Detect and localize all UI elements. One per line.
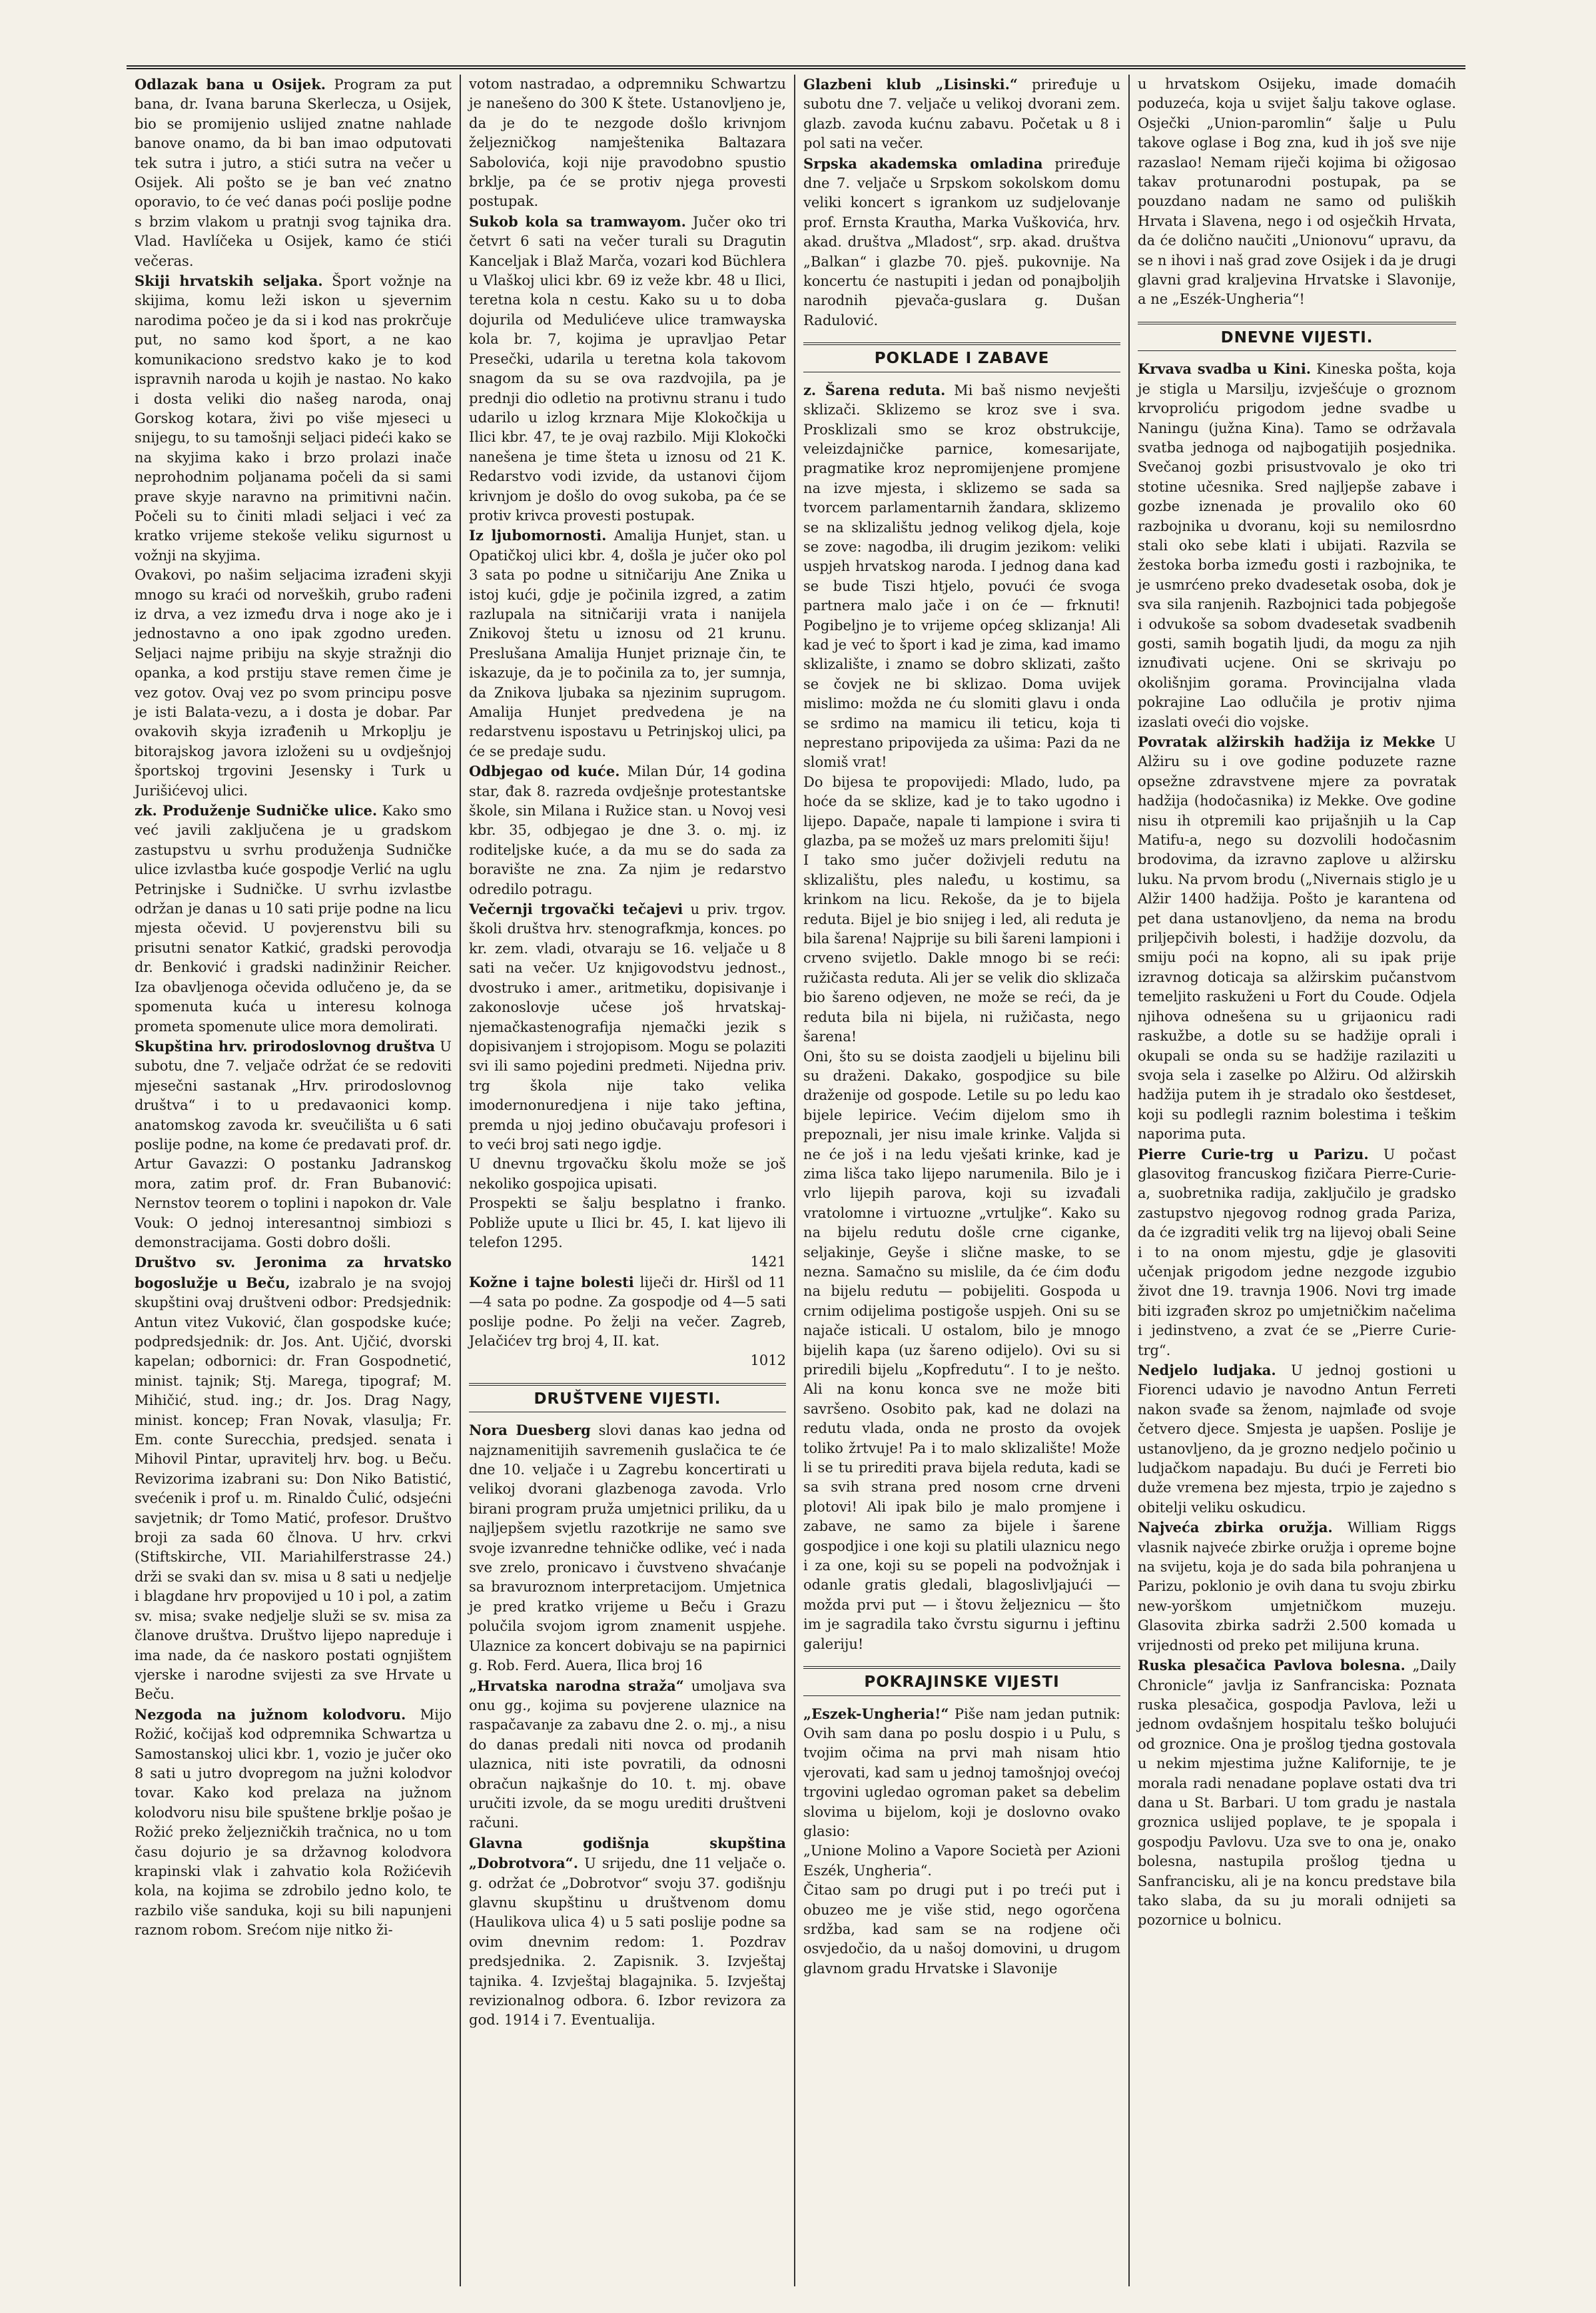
article-headline: Kožne i tajne bolesti: [469, 1273, 634, 1290]
section-header: POKRAJINSKE VIJESTI: [803, 1666, 1120, 1695]
article-text: priređuje dne 7. veljače u Srpskom sokolskom domu veliki koncert s igrankom uz sudjelovanje prof. Ernsta Krautha, Marka Vuškovića, hrv. akad. društva „Mladost“, srp. akad. društva „Balkan“ i glazbe 70. pješ. pukovnije. Na koncertu će nastupiti i jedan od ponajboljih narodnih pjevača-guslara g. Dušan Radulović.: [803, 155, 1121, 328]
article-headline: Odbjegao od kuće.: [469, 763, 620, 780]
article-paragraph: [469, 1676, 786, 1833]
article-text: Program za put bana, dr. Ivana baruna Skerlecza, u Osijek, bio se promijenio uslijed znatne nahlade banove onamo, da bi ban imao odputovati tek sutra i jutro, a stići sutra na večer u Osijek. Ali pošto se je ban već znatno oporavio, to će već danas poći poslije podne s brzim vlakom u pratnji svog tajnika dra. Vlad. Havlíčeka u Osijek, kamo će stići večeras.: [135, 77, 452, 269]
article-paragraph: [1138, 1145, 1456, 1360]
article-paragraph: [1138, 732, 1456, 1145]
article-text: U srijedu, dne 11 veljače o. g. održat će „Dobrotvor“ svoju 37. godišnju glavnu skupštinu u društvenom domu (Haulikova ulica 4) u 5 sati poslije podne sa ovim dnevnim redom: 1. Pozdrav predsjednika. 2. Zapisnik. 3. Izvještaj tajnika. 4. Izvještaj blagajnika. 5. Izvještaj revizionalnog odbora. 6. Izbor revizora za god. 1914 i 7. Eventualija.: [469, 1855, 786, 2029]
article-text: Jučer oko tri četvrt 6 sati na večer turali su Dragutin Kanceljak i Blaž Marča, vozari kod Büchlera u Vlaškoj ulici kbr. 69 iz veže kbr. 48 u Ilici, teretna kola n cestu. Kako su u to doba dojurila od Medulićeve ulice tramwayska kola br. 7, kojima je upravljao Petar Presečki, udarila u teretna kola takovom snagom da su se ova razdvojila, pa je prednji dio odletio na protivnu stranu i tudo udarilo u izlog krznara Mije Klokočkija u Ilici kbr. 47, te je ovaj razbilo. Miji Klokočki nanešena je time šteta u iznosu od 21 K. Redarstvo vodi izvide, da ustanovi čijom krivnjom je došlo do ovog sukoba, pa će se protiv krivca provesti postupak.: [469, 213, 786, 524]
article-text: izabralo je na svojoj skupštini ovaj društveni odbor: Predsjednik: Antun vitez Vuković, član gospodske kuće; podpredsjednik: dr. Jos. Ant. Ujčić, dvorski kapelan; odbornici: dr. Fran Gospodnetić, minist. tajnik; Stj. Marega, tipograf; M. Mihičić, stud. ing.; dr. Jos. Drag Nagy, minist. koncep; Fran Novak, vlasulja; Fr. Em. conte Surecchia, predsjed. senata i Mihovil Pintar, upravitelj hrv. bog. u Beču. Revizorima izabrani su: Don Niko Batistić, svećenik i prof u. m. Rinaldo Čulić, odsjećni savjetnik; dr Tomo Matić, profesor. Društvo broji za sada 60 člnova. U hrv. crkvi (Stiftskirche, VII. Mariahilferstrasse 24.) drži se svaki dan sv. misa u 8 sati u nedjelje i blagdane hrv propovijed u 10 i pol, a zatim sv. misa; svake nedjelje služi se sv. misa za članove društva. Društvo lijepo napreduje i ima nade, da će naskoro postati ognjištem vjerske i narodne svijesti za sve Hrvate u Beču.: [135, 1274, 452, 1703]
article-text: „Unione Molino a Vapore Società per Azioni Eszék, Ungheria“.: [803, 1843, 1120, 1879]
article-text: Do bijesa te propovijedi: Mlado, ludo, pa hoće da se sklize, kad je to tako ugodno i lijepo. Dapače, napale ti lampione i svira ti glazba, pa se možeš uz mars prelomiti šiju!: [803, 773, 1120, 849]
column-3: [795, 75, 1130, 2286]
article-text: Piše nam jedan putnik: Ovih sam dana po poslu dospio i u Pulu, s tvojim očima na prvi mah nisam htio vjerovati, kad sam u jednoj tamošnjoj ovećoj trgovini ugledao ogroman paket sa debelim slovima u bijelom, koji je doslovno ovako glasio:: [803, 1705, 1120, 1839]
ad-number: 1421: [750, 1254, 786, 1270]
columns: [127, 75, 1465, 2286]
article-paragraph: [469, 1420, 786, 1675]
article-paragraph: [803, 380, 1120, 773]
article-text: I tako smo jučer doživjeli redutu na sklizalištu, ples naleđu, u kostimu, sa krinkom na licu. Rekoše, da je to bijela reduta. Bijel je bio snijeg i led, ali reduta je bila šarena! Najprije su bili šareni lampioni i crveno svijetlo. Dakle mnogo bi se reći: ružičasta reduta. Ali jer se velik dio sklizača bio šareno odjeven, ne može se reći, da je reduta bila ni bijela, ni ružičasta, nego šarena!: [803, 852, 1120, 1045]
article-paragraph: [1138, 75, 1456, 310]
article-paragraph: [803, 1881, 1120, 1979]
article-paragraph: [469, 1833, 786, 2031]
article-text: u priv. trgov. školi društva hrv. stenografkmja, konces. po kr. zem. vladi, otvaraju se 16. veljače u 8 sati na večer. Uz knjigovodstvu jednost., dvostruko i amer., aritmetiku, dopisivanje i zakonoslovje učese još hrvatskaj-njemačkastenografija njemački jezik s dopisivanjem i strojopisom. Mogu se polaziti svi ili samo pojedini predmeti. Nijedna priv. trg škola nije tako velika imodernonuredjena i nije tako jeftina, premda u njoj jedino obučavaju profesori i to veći broj sati nego igdje.: [469, 901, 786, 1153]
article-text: Ovakovi, po našim seljacima izrađeni skyji mnogo su kraći od norveških, grubo rađeni iz drva, a vez između drva i noge ako je i jednostavno a ono ipak zgodno uređen. Seljaci najme pribiju na skyje stražnji dio opanka, a kod prstiju stave remen čime je vez gotov. Ovaj vez po svom principu posve je isti Balata-vezu, a i dosta je dobar. Par ovakovih skyja izrađenih u Mrkoplju je bitorajskog javora izloženi su u ovdješnjoj športskoj trgovini Jesensky i Turk u Jurišićevoj ulici.: [135, 567, 452, 799]
article-headline: Skupština hrv. prirodoslovnog društva: [135, 1037, 436, 1055]
article-text: u hrvatskom Osijeku, imade domaćih poduzeća, koja u svijet šalju takove oglase. Osječki „Union-paromlin“ šalje u Pulu takove oglase i Bog zna, kud ih još sve nije razaslao! Nemam riječi kojima bi ožigosao takav protunarodni postupak, pa se pouzdano nadam ne samo od puliških Hrvata i Slavena, nego i od osječkih Hrvata, da će dolično naučiti „Unionovu“ upravu, da se n ihovi i naš grad zove Osijek i da je drugi glavni grad kraljevina Hrvatske i Slavonije, a ne „Eszék-Ungheria“!: [1138, 76, 1456, 308]
article-headline: Najveća zbirka oružja.: [1138, 1519, 1333, 1536]
article-headline: Skiji hrvatskih seljaka.: [135, 272, 323, 290]
article-text: priređuje u subotu dne 7. veljače u velikoj dvorani zem. glazb. zavoda kućnu zabavu. Početak u 8 i pol sati na večer.: [803, 77, 1121, 152]
section-header: DNEVNE VIJESTI.: [1138, 322, 1456, 351]
article-paragraph: [135, 75, 452, 271]
article-text: Kineska pošta, koja je stigla u Marsilju, izvješćuje o groznom krvoproliću prigodom jedne svadbe u Naningu (južna Kina). Tamo se održavala svatba jednoga od najbogatijih posjednika. Svečanoj gozbi prisustvovalo je oko tri stotine učesnika. Sred najljepše zabave i gozbe iznenada je provalilo oko 60 razbojnika u dvoranu, koji su nemilosrdno stali oko sebe klati i ubijati. Razvila se žestoka borba između gosti i razbojnika, te je usmrćeno preko dvadesetak osoba, dok je sva sila ranjenih. Razbojnici tada pobjegoše i odvukoše sa sobom dvadesetak svadbenih gosti, samih bogatih ljudi, da mogu za njih iznuđivati ucjene. Oni se skrivaju po okolišnjim gorama. Provincijalna vlada pokrajine Lao odlučila je protiv njima izaslati oveći dio vojske.: [1138, 361, 1456, 730]
article-text: Čitao sam po drugi put i po treći put i obuzeo me je više stid, nego ogorčena srdžba, kad sam se na rodjene oči osvjedočio, da u našoj domovini, u drugom glavnom gradu Hrvatske i Slavonije: [803, 1882, 1120, 1977]
article-paragraph: [1138, 1655, 1456, 1931]
article-paragraph: [135, 801, 452, 1037]
article-text: Oni, što su se doista zaodjeli u bijelinu bili su draženi. Dakako, gospodjice su bile draženije od gospode. Letile su po ledu kao bijele lepirice. Većim dijelom smo ih prepoznali, jer nisu imale krinke. Valjda si ne će još i na ledu vješati krinke, kad je zima lišca tako lijepo narumenila. Bilo je i vrlo lijepih parova, koji su izvađali vratolomne i virtuozne „vrtuljke“. Kako su na bijelu redutu došle crne ciganke, seljakinje, Geyše i slične maske, to se nezna. Samačno su mislile, da će ćim dođu na bijelu redutu — pobijeliti. Gospoda u crnim odijelima postigoše uspjeh. Oni su se najače isticali. U ostalom, bilo je mnogo bijelih kapa (uz šareno odijelo). Ovi su si priredili bijelu „Kopfredutu“. I to je nešto. Ali na konu konca sve ne može biti savršeno. Osobito pak, kad ne dolazi na redutu vlada, onda ne prosto da ovojek toliko žrtvuje! Pa i to malo sklizalište! Može li se tu prirediti prava bijela reduta, kadi se sa svih strana pred nosom crne drveni plotovi! Ali ipak bilo je malo promjene i zabave, ne samo za bijele i šarene gospodjice i one koji su platili ulaznicu nego i za one, koji su se popeli na podvožnjak i odanle gratis gledali, blagoslivljajući — možda prvi put — i štovu željeznicu — što im je sagradila tako čvrstu sigurnu i jeftinu galeriju!: [803, 1048, 1120, 1652]
article-paragraph: [469, 212, 786, 526]
article-text: votom nastradao, a odpremniku Schwartzu je nanešeno do 300 K štete. Ustanovljeno je, da je do te nezgode došlo krivnjom željezničkog namještenika Baltazara Sabolovića, koji nije pravodobno spustio brklje, pa će se protiv njega provesti postupak.: [469, 76, 786, 210]
ad-number: 1012: [750, 1352, 786, 1369]
article-paragraph: [469, 75, 786, 212]
article-text: Šport vožnje na skijima, komu leži iskon u sjevernim narodima počeo je da si i kod nas prokrčuje put, no samo kod šport, a ne kao komunikaciono sredstvo kako je to kod ispravnih naroda u kojih je nastao. No kako i dosta veliki dio našeg naroda, onaj Gorskog kotara, živi po više mjeseci u snijegu, to su tamošnji seljaci pideći kako se na skyjima kako i brzo prolazi inače neprohodnim poljanama počeli da si sami prave skyje naravno na primitivni način. Počeli su to činiti mladi seljaci i već za kratko vrijeme stekoše veliku sigurnost u vožnji na skyjima.: [135, 273, 452, 564]
article-paragraph: [803, 1841, 1120, 1881]
article-paragraph: [469, 1272, 786, 1352]
article-paragraph: [469, 1155, 786, 1194]
article-text: U Alžiru su i ove godine poduzete razne opsežne zdravstvene mjere za povratak hadžija (hodočasnika) iz Mekke. Ove godine nisu ih otpremili kao prijašnjih u la Cap Matifu-a, nego su dozvolili hodočasnim brodovima, da izravno zaplove u alžirsku luku. Na prvom brodu („Nivernais stiglo je u Alžir 1400 hadžija. Pošto je karantena od pet dana ustanovljeno, da nema na brodu priljepčivih bolesti, i hadžije dozvolu, da smiju poći na kopno, ali su ipak prije izravnog doticaja sa alžirskim pučanstvom temeljito raskuženi u Fort du Coude. Odjela njihova odnešena su u grijaonicu radi raskužbe, a dotle su se hadžije oprali i okupali se onda su se hadžije razilaziti u svoja sela i zaselke po Alžiru. Od alžirskih hadžija putem ih je stradalo oko šestdeset, koji su podlegli raznim bolestima i teškim naporima puta.: [1138, 734, 1456, 1143]
article-text: umoljava sva onu gg., kojima su povjerene ulaznice na raspačavanje za zabavu dne 2. o. mj., a nisu do danas predali niti novca od prodanih ulaznica, niti iste povratili, da odnosni obračun najkašnje do 10. t. mj. obave uručiti izvole, da se mogu urediti društveni računi.: [469, 1677, 786, 1831]
article-paragraph: [1138, 1518, 1456, 1655]
article-headline: Srpska akademska omladina: [803, 155, 1043, 172]
article-paragraph: [469, 526, 786, 761]
article-text: Mi baš nismo nevješti sklizači. Sklizemo se kroz sve i sva. Prosklizali smo se kroz obstrukcije, veleizdajničke parnice, komesarijate, pragmatike kroz nepromijenjene promjene na izve mjesta, i sklizemo se sada sa tvorcem parlamentarnih žandara, sklizemo se na sklizalištu jednog velikog djela, koje se zove: nagodba, ili drugim jezikom: veliki uspjeh hrvatskog naroda. I jednog dana kad se bude Tiszi htjelo, povući će svoga partnera malo jače i on će — frknuti! Pogibeljno je to vrijeme općeg sklizanja! Ali kad je već to šport i kad je zima, kad imamo sklizalište, i znamo se dobro sklizati, zašto se čovjek ne bi sklizao. Doma uvijek mislimo: možda ne ću slomiti glavu i onda se srdimo na mamicu ili teticu, koja ti neprestano pripovijeda za ušima: Pazi da ne slomiš vrat!: [803, 382, 1120, 771]
article-headline: Nezgoda na južnom kolodvoru.: [135, 1705, 406, 1723]
article-headline: zk. Produženje Sudničke ulice.: [135, 802, 378, 819]
article-paragraph: [803, 1047, 1120, 1655]
article-headline: Iz ljubomornosti.: [469, 527, 607, 544]
article-text: Prospekti se šalju besplatno i franko. Pobliže upute u Ilici br. 45, I. kat lijevo ili telefon 1295.: [469, 1195, 786, 1250]
column-1: [127, 75, 461, 2286]
article-headline: z. Šarena reduta.: [803, 381, 946, 398]
article-paragraph: [469, 1194, 786, 1252]
article-paragraph: [803, 154, 1120, 331]
article-paragraph: [803, 75, 1120, 154]
article-headline: Ruska plesačica Pavlova bolesna.: [1138, 1657, 1405, 1674]
article-paragraph: [469, 899, 786, 1155]
article-paragraph: [803, 1704, 1120, 1842]
article-paragraph: [135, 1252, 452, 1704]
article-paragraph: [135, 1705, 452, 1941]
column-2: [461, 75, 795, 2286]
article-headline: Večernji trgovački tečajevi: [469, 901, 683, 918]
article-headline: Društvo sv. Jeronima za hrvatsko bogoslužje u Beču,: [135, 1254, 452, 1291]
article-paragraph: [803, 851, 1120, 1047]
article-text: Kako smo već javili zaključena je u gradskom zastupstvu u svrhu produženja Sudničke ulice izvlastba kuće gospodje Verlić na uglu Petrinjske i Sudničke. U svrhu izvlastbe održan je danas u 10 sati prije podne na licu mjesta očevid. U povjerenstvu bili su prisutni senator Katkić, gradski perovodja dr. Benković i gradski nadinžinir Reicher. Iza obavljenoga očevida odlučeno je, da se spomenuta kuća u interesu kolnoga prometa spomenute ulice mora demolirati.: [135, 803, 452, 1035]
article-text: U jednoj gostioni u Fiorenci udavio je navodno Antun Ferreti nakon svađe sa ženom, najmlađe od svoje četvero djece. Smjesta je uapšen. Poslije je ustanovljeno, da je grozno nedjelo počinio u ludjačkom napadaju. Bu dući je Ferreti bio duže vremena bez mjesta, trpio je zajedno s obitelji veliku oskudicu.: [1138, 1362, 1456, 1516]
article-headline: Krvava svadba u Kini.: [1138, 360, 1312, 378]
article-headline: Glazbeni klub „Lisinski.“: [803, 76, 1018, 93]
article-paragraph: [1138, 359, 1456, 732]
article-paragraph: [135, 566, 452, 801]
article-paragraph: [135, 271, 452, 566]
article-headline: Nedjelo ludjaka.: [1138, 1362, 1276, 1378]
article-headline: „Hrvatska narodna straža“: [469, 1677, 684, 1694]
article-text: Mijo Rožić, kočijaš kod odpremnika Schwartza u Samostanskoj ulici kbr. 1, vozio je jučer oko 8 sati u jutro dvopregom na južni kolodvor tovar. Kako kod prelaza na južnom kolodvoru nisu bile spuštene brklje pošao je Rožić preko željezničkih tračnica, no u tom času dojurio je sa državnog kolodvora krapinski vlak i zahvatio kola Rožićevih kola, na kojima se zdrobilo jedno kolo, te razbilo više sanduka, koji su bili napunjeni raznom robom. Srećom nije nitko ži-: [135, 1706, 452, 1939]
article-text: Milan Dúr, 14 godina star, đak 8. razreda ovdješnje protestantske škole, sin Milana i Ružice stan. u Novoj vesi kbr. 35, odbjegao je dne 3. o. mj. iz roditeljske kuće, a da mu se do sada za boravište ne zna. Za njim je redarstvo odredilo potragu.: [469, 763, 786, 897]
section-header: POKLADE I ZABAVE: [803, 342, 1120, 372]
column-4: [1130, 75, 1464, 2286]
article-text: William Riggs vlasnik najveće zbirke oružja i opreme bojne na svijetu, koja je do sada bila pohranjena u Parizu, poklonio je ovih dana tu svoju zbirku new-yorškom umjetničkom muzeju. Glasovita zbirka sadrži 2.500 komada u vrijednosti od preko pet milijuna kruna.: [1138, 1520, 1456, 1653]
article-text: U počast glasovitog francuskog fizičara Pierre-Curie-a, suobretnika radija, zaključilo je gradsko zastupstvo njegovog rodnog grada Pariza, da će izgraditi velik trg na lijevoj obali Seine i to na onom mjestu, gdje je glasoviti učenjak prigodom jedne nezgode izgubio život dne 19. travnja 1906. Novi trg imade biti izgrađen skroz po umjetničkim načelima i jedinstveno, a zvat će se „Pierre Curie-trg“.: [1138, 1146, 1456, 1358]
article-headline: Sukob kola sa tramwayom.: [469, 213, 686, 230]
section-header: DRUŠTVENE VIJESTI.: [469, 1383, 786, 1412]
article-text: liječi dr. Hiršl od 11—4 sata po podne. Za gospodje od 4—5 sati poslije podne. Po želji na večer. Zagreb, Jelačićev trg broj 4, II. kat.: [469, 1274, 787, 1349]
article-paragraph: [803, 773, 1120, 851]
article-text: Amalija Hunjet, stan. u Opatičkoj ulici kbr. 4, došla je jučer oko pol 3 sata po podne u sitničariju Ane Znika u istoj kući, gdje je počinila izgred, a zatim razlupala na sitničariji vrata i nanijela Znikovoj štetu u iznosu od 21 krunu. Preslušana Amalija Hunjet priznaje čin, te iskazuje, da je to počinila za to, jer sumnja, da Znikova ljubaka sa njezinim suprugom. Amalija Hunjet predvedena je na redarstvenu ispostavu u Petrinjskoj ulici, pa će se predaje sudu.: [469, 528, 786, 759]
article-headline: Nora Duesberg: [469, 1422, 591, 1439]
article-headline: Glavna godišnja skupština „Dobrotvora“.: [469, 1834, 786, 1872]
article-paragraph: [469, 761, 786, 899]
article-headline: Pierre Curie-trg u Parizu.: [1138, 1145, 1369, 1162]
article-text: U dnevnu trgovačku školu može se još nekoliko gospojica upisati.: [469, 1156, 786, 1192]
article-text: „Daily Chronicle“ javlja iz Sanfranciska: Poznata ruska plesačica, gospodja Pavlova, leži u jednom ovdašnjem hospitalu teško bolujući od groznice. Ona je prošlog tjedna gostovala u nekim mjestima južne Kalifornije, te je morala radi nenadane poplave ostati dva tri dana u St. Barbari. U tom gradu je nastala groznica uslijed poplave, te je spopala i gospodju Pavlovu. Uza sve to ona je, onako bolesna, nastupila prošlog tjedna u Sanfrancisku, ali je na koncu predstave bila tako slaba, da su ju morali odnijeti sa pozornice u bolnicu.: [1138, 1657, 1456, 1929]
article-text: slovi danas kao jedna od najznamenitijih savremenih guslačica te će dne 10. veljače i u Zagrebu koncertirati u velikoj dvorani glazbenoga zavoda. Vrlo birani program pruža umjetnici priliku, da u najljepšem svjetlu razotkrije ne samo sve svoje izvanredne tehničke odlike, već i nada sve zrelo, pronicavo i čuvstveno shvaćanje sa bravuroznom interpretacijom. Umjetnica je pred kratko vrijeme u Beču i Grazu polučila svojom igrom znamenit uspjehe. Ulaznice za koncert dobivaju se na papirnici g. Rob. Ferd. Auera, Ilica broj 16: [469, 1422, 787, 1674]
article-text: U subotu, dne 7. veljače održat će se redoviti mjesečni sastanak „Hrv. prirodoslovnog društva“ i to u predavaonici komp. anatomskog zavoda kr. sveučilišta u 6 sati poslije podne, na kome će predavati prof. dr. Artur Gavazzi: O postanku Jadranskog mora, zatim prof. dr. Fran Bubanović: Nernstov teorem o toplini i napokon dr. Vale Vouk: O jednoj interesantnoj simbiozi s demonstracijama. Gosti dobro došli.: [135, 1038, 452, 1250]
article-headline: Povratak alžirskih hadžija iz Mekke: [1138, 733, 1435, 750]
article-headline: „Eszek-Ungheria!“: [803, 1705, 949, 1722]
article-paragraph: [1138, 1360, 1456, 1518]
top-rule: [127, 65, 1465, 69]
article-paragraph: [135, 1037, 452, 1252]
article-headline: Odlazak bana u Osijek.: [135, 76, 326, 93]
